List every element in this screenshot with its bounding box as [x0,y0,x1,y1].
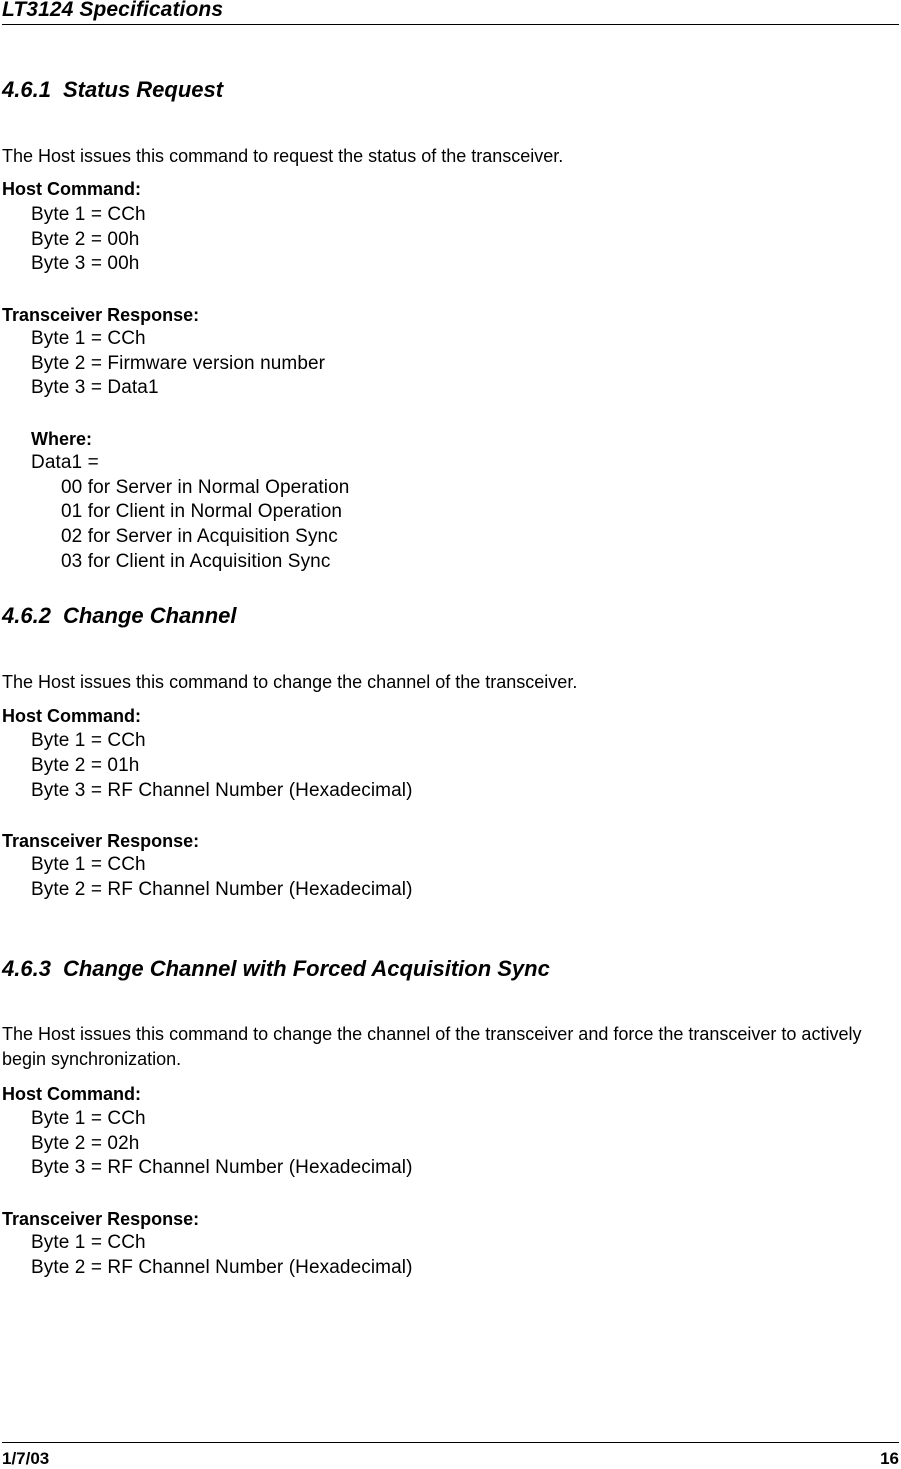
host-command-line: Byte 2 = 02h [31,1133,140,1154]
data1-label: Data1 = [31,452,99,473]
section-intro: The Host issues this command to change the channel of the transceiver. [2,672,578,692]
section-heading-4-6-2 [2,603,237,629]
header-title: LT3124 Specifications [2,0,224,21]
section-title: Change Channel [62,603,237,628]
host-command-line: Byte 1 = CCh [31,204,146,225]
response-line: Byte 1 = CCh [31,328,146,349]
host-command-line: Byte 3 = RF Channel Number (Hexadecimal) [31,1157,413,1178]
response-line: Byte 2 = RF Channel Number (Hexadecimal) [31,879,413,900]
footer-page-number: 16 [880,1449,899,1468]
data1-value: 01 for Client in Normal Operation [61,501,343,522]
host-command-line: Byte 1 = CCh [31,1108,146,1129]
footer-date: 1/7/03 [2,1449,50,1468]
page-header [2,0,899,25]
data1-value: 03 for Client in Acquisition Sync [61,551,331,572]
response-line: Byte 3 = Data1 [31,377,159,398]
response-line: Byte 1 = CCh [31,854,146,875]
section-number: 4.6.2 [2,603,51,628]
response-line: Byte 1 = CCh [31,1232,146,1253]
host-command-label: Host Command: [2,179,141,199]
host-command-line: Byte 1 = CCh [31,730,146,751]
transceiver-response-label: Transceiver Response: [2,831,200,851]
section-number: 4.6.1 [2,77,51,102]
host-command-label: Host Command: [2,1084,141,1104]
host-command-label: Host Command: [2,706,141,726]
response-line: Byte 2 = RF Channel Number (Hexadecimal) [31,1257,413,1278]
data1-value: 00 for Server in Normal Operation [61,477,350,498]
host-command-line: Byte 3 = RF Channel Number (Hexadecimal) [31,780,413,801]
section-title: Status Request [62,77,224,102]
page-footer [2,1442,899,1467]
host-command-line: Byte 2 = 00h [31,229,140,250]
section-heading-4-6-1 [2,77,223,103]
transceiver-response-label: Transceiver Response: [2,1209,200,1229]
section-number: 4.6.3 [2,956,51,981]
section-heading-4-6-3 [2,956,550,982]
transceiver-response-label: Transceiver Response: [2,305,200,325]
response-line: Byte 2 = Firmware version number [31,353,326,374]
host-command-line: Byte 2 = 01h [31,755,140,776]
section-intro: The Host issues this command to request the status of the transceiver. [2,146,564,166]
data1-value: 02 for Server in Acquisition Sync [61,526,338,547]
host-command-line: Byte 3 = 00h [31,253,140,274]
where-label: Where: [31,429,93,449]
section-intro: The Host issues this command to change the channel of the transceiver and force the transceiver to actively begin synchronization. [2,1024,862,1069]
section-title: Change Channel with Forced Acquisition Sync [62,956,550,981]
